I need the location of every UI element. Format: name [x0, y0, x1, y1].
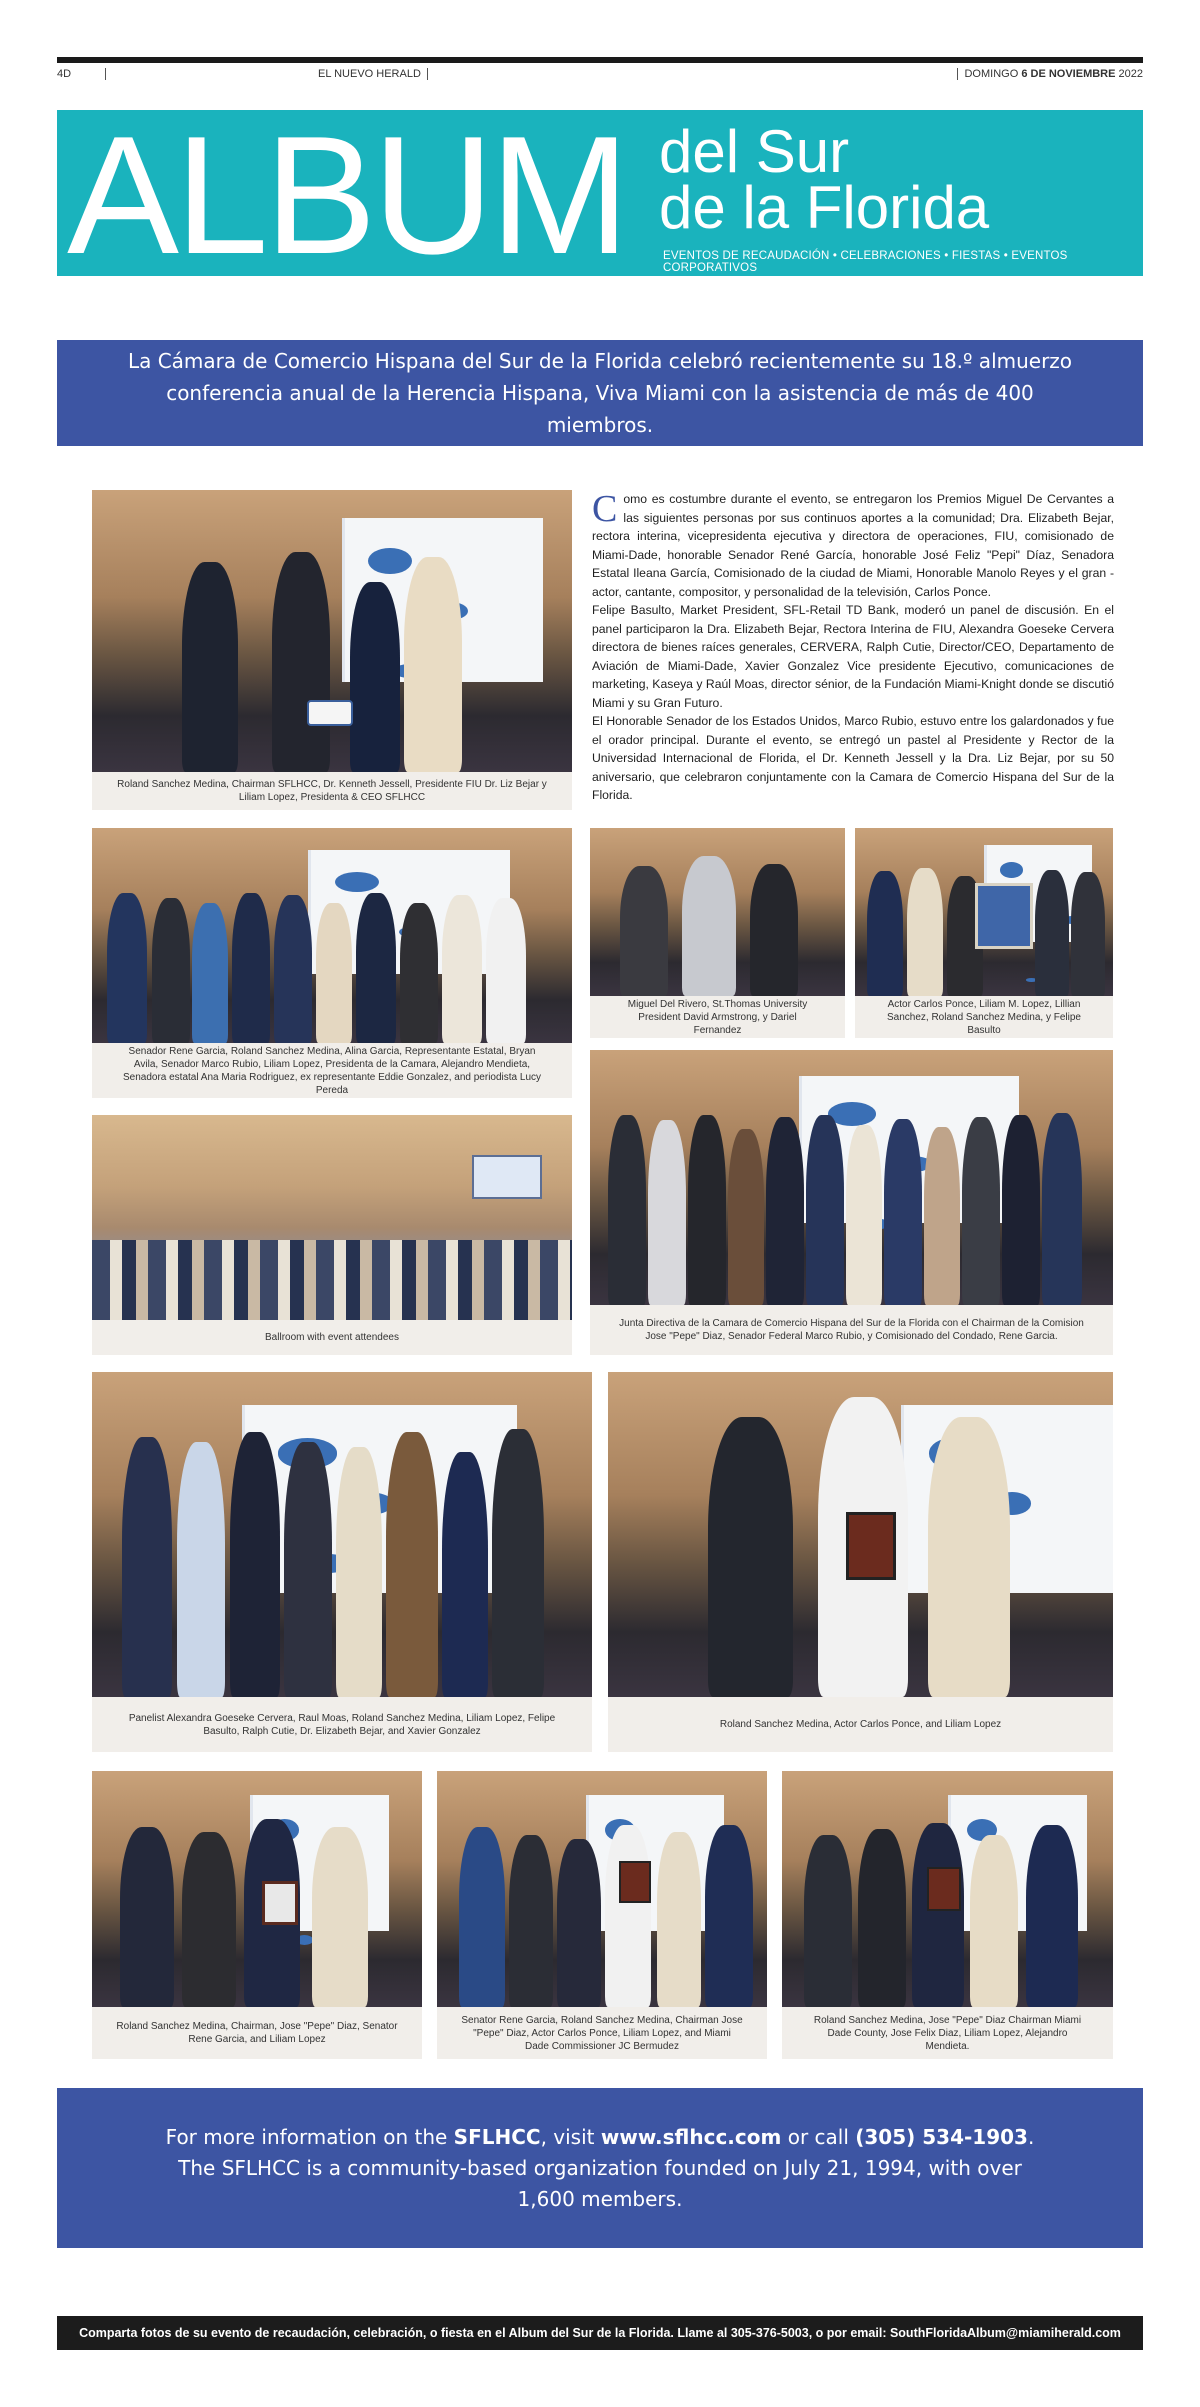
article-p1-text: omo es costumbre durante el evento, se entregaron los Premios Miguel De Cervantes a las siguientes personas por sus continuos aportes a la comunidad; Dra. Elizabeth Bejar, rectora interina, vicepresidenta ejecutiva y directora de operaciones, FIU, comisionado de Miami-Dade, honorable Senador René García, honorable José Feliz "Pepi" Díaz, Senadora Estatal Ileana García, Comisionado de la ciudad de Miami, Honorable Manolo Reyes y el gran -actor, cantante, compositor, y personalidad de la televisión, Carlos Ponce.: [592, 492, 1114, 599]
footer-text: Comparta fotos de su evento de recaudación, celebración, o fiesta en el Album del Sur de la Florida. Llame al 305-376-5003, o por email: SouthFloridaAlbum@miamiherald.com: [79, 2326, 1121, 2340]
outro-website-link[interactable]: www.sflhcc.com: [600, 2124, 782, 2149]
outro-phone: (305) 534-1903: [855, 2124, 1028, 2149]
masthead-line2: de la Florida: [659, 174, 990, 241]
photo-1-caption: Roland Sanchez Medina, Chairman SFLHCC, Dr. Kenneth Jessell, Presidente FIU Dr. Liz Bejar y Liliam Lopez, Presidenta & CEO SFLHCC: [117, 779, 547, 803]
photo-10: [437, 1771, 767, 2059]
folio-center: [318, 68, 434, 80]
photo-6-image: [590, 1050, 1113, 1305]
photo-4-image: [855, 828, 1113, 996]
photo-6-caption: Junta Directiva de la Camara de Comercio Hispana del Sur de la Florida con el Chairman de la Comision Jose "Pepe" Diaz, Senador Federal Marco Rubio, y Comisionado del Condado, Rene Garcia.: [619, 1318, 1084, 1342]
top-rule: [57, 57, 1143, 63]
article-p2: Felipe Basulto, Market President, SFL-Retail TD Bank, moderó un panel de discusión. En el panel participaron la Dra. Elizabeth Bejar, Rectora Interina de FIU, Alexandra Goeseke Cervera directora de bienes raíces generales, CERVERA, Ralph Cutie, Director/CEO, Departamento de Aviación de Miami-Dade, Xavier Gonzalez Vice presidente Ejecutivo, comunicaciones de marketing, Kaseya y Raúl Moas, director sénior, de la Fundación Miami-Knight donde se discutió Miami y su Gran Futuro.: [592, 603, 1114, 710]
photo-9-caption: Roland Sanchez Medina, Chairman, Jose "Pepe" Diaz, Senator Rene Garcia, and Liliam Lopez: [116, 2021, 398, 2045]
photo-8: [608, 1372, 1113, 1752]
photo-9: [92, 1771, 422, 2059]
outro-t2: , visit: [540, 2124, 601, 2149]
photo-10-caption: Senator Rene Garcia, Roland Sanchez Medina, Chairman Jose "Pepe" Diaz, Actor Carlos Ponce, Liliam Lopez, and Miami Dade Commissioner JC Bermudez: [461, 2014, 743, 2052]
photo-4-caption: Actor Carlos Ponce, Liliam M. Lopez, Lillian Sanchez, Roland Sanchez Medina, y Felipe Basulto: [886, 998, 1081, 1036]
photo-5-caption: Ballroom with event attendees: [265, 1332, 399, 1343]
date-year: 2022: [1115, 68, 1143, 80]
intro-text: La Cámara de Comercio Hispana del Sur de la Florida celebró recientemente su 18.º almuerzo conferencia anual de la Herencia Hispana, Viva Miami con la asistencia de más de 400 miembros.: [127, 349, 1073, 437]
article-p1: [592, 490, 1114, 601]
photo-11-image: [782, 1771, 1113, 2007]
outro-b1: SFLHCC: [453, 2124, 541, 2149]
photo-4: [855, 828, 1113, 1038]
photo-8-image: [608, 1372, 1113, 1697]
photo-1: [92, 490, 572, 810]
photo-9-image: [92, 1771, 422, 2007]
dropcap: C: [592, 488, 618, 530]
photo-8-caption: Roland Sanchez Medina, Actor Carlos Ponce, and Liliam Lopez: [719, 1719, 1002, 1730]
photo-1-image: [92, 490, 572, 772]
photo-7-caption: Panelist Alexandra Goeseke Cervera, Raul Moas, Roland Sanchez Medina, Liliam Lopez, Felipe Basulto, Ralph Cutie, Dr. Elizabeth Bejar, and Xavier Gonzalez: [128, 1712, 556, 1737]
photo-7: [92, 1372, 592, 1752]
photo-2-image: [92, 828, 572, 1043]
intro-box: [57, 340, 1143, 446]
photo-6: [590, 1050, 1113, 1355]
date-prefix: DOMINGO: [964, 68, 1022, 80]
photo-3-caption: Miguel Del Rivero, St.Thomas University President David Armstrong, y Dariel Fernandez: [627, 998, 808, 1036]
photo-7-image: [92, 1372, 592, 1697]
photo-11-caption: Roland Sanchez Medina, Jose "Pepe" Diaz Chairman Miami Dade County, Jose Felix Diaz, Liliam Lopez, Alejandro Mendieta.: [813, 2014, 1082, 2052]
photo-11: [782, 1771, 1113, 2059]
outro-box: [57, 2088, 1143, 2248]
article: [592, 490, 1114, 805]
outro-t3: or call: [781, 2124, 856, 2149]
photo-2-caption: Senador Rene Garcia, Roland Sanchez Medina, Alina Garcia, Representante Estatal, Bryan Avila, Senador Marco Rubio, Liliam Lopez, Presidenta de la Camara, Alejandro Mendieta, Senadora estatal Ana Maria Rodriguez, ex representante Eddie Gonzalez, and periodista Lucy Pereda: [122, 1045, 542, 1096]
outro-t4: . The SFLHCC is a community-based organization founded on July 21, 1994, with over 1,600 members.: [178, 2124, 1035, 2211]
outro-t1: For more information on the: [165, 2124, 454, 2149]
photo-3-image: [590, 828, 845, 996]
masthead-events: EVENTOS DE RECAUDACIÓN • CELEBRACIONES • FIESTAS • EVENTOS CORPORATIVOS: [663, 250, 1068, 274]
footer-bar: [57, 2316, 1143, 2350]
page-number: 4D: [57, 68, 72, 80]
publication-name: EL NUEVO HERALD: [318, 68, 421, 80]
photo-3: [590, 828, 845, 1038]
photo-2: [92, 828, 572, 1098]
date-bold: 6 DE NOVIEMBRE: [1021, 68, 1116, 80]
masthead-album: ALBUM: [67, 110, 626, 276]
outro-text: [147, 2122, 1053, 2215]
masthead-subtitle: [659, 118, 990, 241]
folio-left: [57, 68, 112, 80]
masthead: [57, 110, 1143, 276]
photo-5-image: [92, 1115, 572, 1320]
photo-10-image: [437, 1771, 767, 2007]
masthead-line1: del Sur: [659, 118, 850, 185]
photo-5: [92, 1115, 572, 1355]
folio-date: [951, 68, 1143, 80]
article-p3: El Honorable Senador de los Estados Unidos, Marco Rubio, estuvo entre los galardonados y fue el orador principal. Durante el evento, se entregó un pastel al Presidente y Rector de la Universidad Internacional de Florida, el Dr. Kenneth Jessell y la Dra. Liz Bejar, por su 50 aniversario, que celebraron conjuntamente con la Camara de Comercio Hispana del Sur de la Florida.: [592, 714, 1114, 802]
